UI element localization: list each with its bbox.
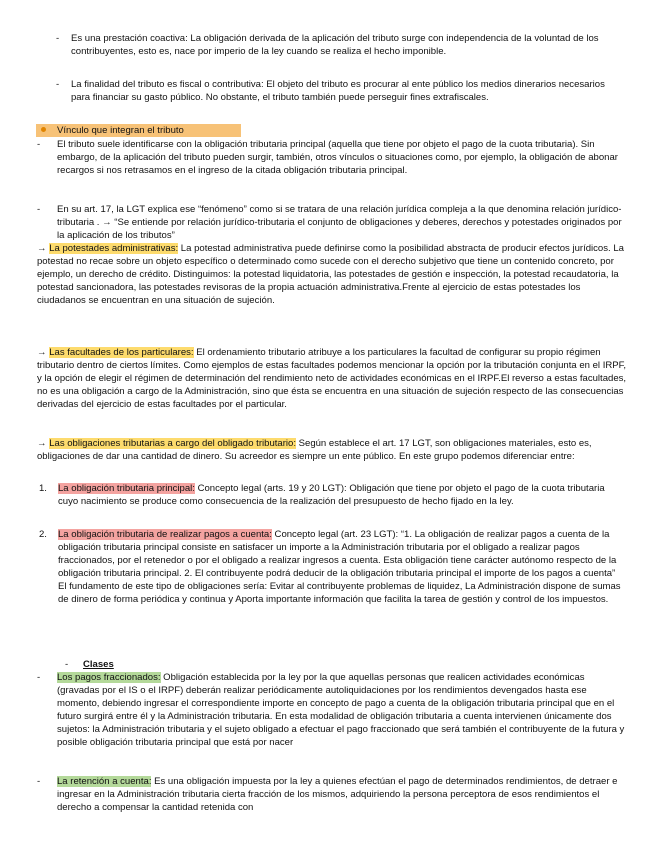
dash-marker: - — [56, 33, 60, 44]
paragraph-text: Según establece el art. 17 LGT, son obligaciones materiales, esto es, obligaciones de dar una cantidad de dinero. Su acreedor es siempre un ente público. En este grupo podemos diferenciar entre: — [37, 438, 592, 463]
bullet-icon — [41, 127, 46, 132]
paragraph-text: Concepto legal (arts. 19 y 20 LGT): Obligación que tiene por objeto el pago de la cuota tributaria cuyo nacimiento se produce como consecuencia de la realización del presupuesto de hecho fijado en la ley. — [58, 483, 605, 508]
paragraph-text: Es una prestación coactiva: La obligación derivada de la aplicación del tributo surge con independencia de la voluntad de los contribuyentes, esto es, nace por imperio de la ley cuando se realiza el hecho imponible. — [71, 33, 599, 58]
dash-marker: - — [37, 204, 41, 215]
dash-marker: - — [37, 139, 41, 150]
heading-text: Vínculo que integran el tributo — [57, 125, 184, 136]
paragraph — [37, 437, 627, 463]
dash-marker: - — [37, 776, 41, 787]
dash-marker: - — [56, 79, 60, 90]
paragraph-text: La finalidad del tributo es fiscal o contributiva: El objeto del tributo es procurar al ente público los medios dinerarios necesarios para financiar su gasto público. No obstante, el tributo también puede perseguir fines extrafiscales. — [71, 79, 605, 104]
highlight-heading: La retención a cuenta: — [57, 776, 152, 787]
list-item — [56, 78, 611, 104]
list-item — [37, 671, 627, 749]
heading-text: Clases — [83, 659, 114, 670]
paragraph-text: El tributo suele identificarse con la obligación tributaria principal (aquella que tiene por objeto el pago de la cuota tributaria). Sin embargo, de la aplicación del tributo pueden surgir, también, otros vínculos o situaciones como, por ejemplo, la obligación de abonar recargos si nos retrasamos en el ingreso de la citada obligación tributaria principal. — [57, 139, 618, 177]
arrow-icon: → — [37, 438, 47, 449]
paragraph-text: En su art. 17, la LGT explica ese “fenómeno” como si se tratara de una relación jurídica compleja a la que denomina relación jurídico-tributaria . → “Se entiende por relación jurídico-tributaria el conjunto de obligaciones y deberes, derechos y potestades originados por la aplicación de los tributos” — [57, 204, 622, 242]
highlight-heading: La obligación tributaria de realizar pagos a cuenta: — [58, 529, 272, 540]
paragraph — [37, 242, 627, 307]
highlight-heading: Las obligaciones tributarias a cargo del obligado tributario: — [49, 438, 296, 449]
paragraph-text: Es una obligación impuesta por la ley a quienes efectúan el pago de determinados rendimientos, de detraer e ingresar en la Administración tributaria cierta fracción de los mismos, adquiriendo la persona perceptora de esos rendimientos el derecho a compensar la cantidad retenida con — [57, 776, 618, 814]
paragraph-text: El ordenamiento tributario atribuye a los particulares la facultad de configurar su propio régimen tributario dentro de ciertos límites. Como ejemplos de estas facultades podemos mencionar la opción por la tributación conjunta en el IRPF, y la opción de elegir el régimen de determinación del rendimiento neto de actividades económicas en el IRPF.El reverso a estas facultades, no es una obligación a cargo de la Administración, sino que ésta se encuentra en una situación de sujeción respecto de las consecuencias derivadas del ejercicio de estas facultades por el particular. — [37, 347, 627, 411]
subsection-heading — [65, 658, 283, 671]
highlight-heading: La potestades administrativas: — [49, 243, 179, 254]
highlight-heading: Las facultades de los particulares: — [49, 347, 194, 358]
list-item — [37, 775, 627, 814]
number-marker: 1. — [39, 483, 47, 494]
dash-marker: - — [65, 659, 69, 670]
arrow-icon: → — [37, 347, 47, 358]
list-item — [37, 203, 627, 242]
section-heading — [36, 124, 241, 137]
paragraph — [37, 346, 627, 411]
numbered-item — [39, 528, 626, 606]
number-marker: 2. — [39, 529, 47, 540]
paragraph-text: Concepto legal (art. 23 LGT): “1. La obligación de realizar pagos a cuenta de la obligación tributaria principal consiste en satisfacer un importe a la Administración tributaria por el obligado a realizar pagos fraccionados, por el retenedor o por el obligado a realizar ingresos a cuenta. Esta obligación tiene carácter autónomo respecto de la obligación tributaria principal. 2. El contribuyente podrá deducir de la obligación tributaria principal el importe de los pagos a cuenta” El fundamento de este tipo de obligaciones sería: Evitar al contribuyente problemas de liquidez, La Administración dispone de sumas de dinero de forma periódica y continua y Aporta importante información que facilita la tarea de gestión y control de los impuestos. — [58, 529, 621, 606]
numbered-item — [39, 482, 626, 508]
highlight-heading: Los pagos fraccionados: — [57, 672, 161, 683]
highlight-heading: La obligación tributaria principal: — [58, 483, 195, 494]
dash-marker: - — [37, 672, 41, 683]
list-item — [56, 32, 611, 58]
paragraph-text: Obligación establecida por la ley por la que aquellas personas que realicen actividades económicas (gravadas por el IS o el IRPF) deberán realizar periódicamente autoliquidaciones por los rendimientos devengados hasta ese momento, debiendo ingresar el correspondiente importe en concepto de pago a cuenta de la obligación tributaria principal que en el futuro surgirá entre él y la Administración tributaria. En esta modalidad de obligación tributaria a cuenta intervienen únicamente dos sujetos: la Administración tributaria y el sujeto obligado a efectuar el pago fraccionado que será también el contribuyente de la futura y posible obligación tributaria principal que está por nacer — [57, 672, 625, 749]
paragraph-text: La potestad administrativa puede definirse como la posibilidad abstracta de producir efectos jurídicos. La potestad no recae sobre un objeto específico o determinado como sucede con el derecho subjetivo que tiene un contenido concreto, por ejemplo, un derecho de crédito. Distinguimos: la potestad liquidatoria, las potestades de gestión e inspección, la potestad recaudatoria, la potestad sancionadora, las potestades revisoras de la propia actuación administrativa.Frente al ejercicio de estas potestades los ciudadanos se encuentran en una situación de sujeción. — [37, 243, 624, 307]
arrow-icon: → — [37, 243, 47, 254]
list-item — [37, 138, 627, 177]
